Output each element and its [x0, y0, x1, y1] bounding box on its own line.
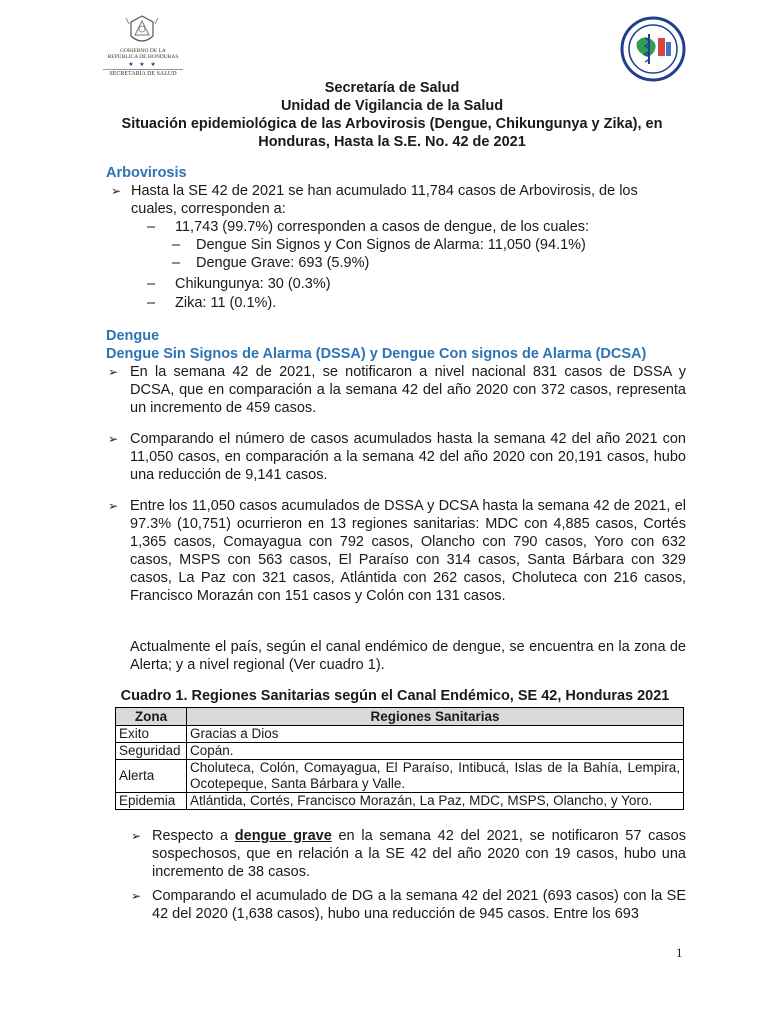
dash-marker: –: [147, 295, 156, 311]
regiones-cell: Choluteca, Colón, Comayagua, El Paraíso, Intibucá, Islas de la Bahía, Lempira, Ocotepeque, Santa Bárbara y Valle.: [187, 760, 684, 793]
bullet-arrow-icon: ➢: [108, 499, 119, 513]
bullet-arrow-icon: ➢: [111, 184, 122, 198]
dash-marker: –: [172, 255, 181, 271]
header-zona: Zona: [116, 708, 187, 726]
header-line-1: Secretaría de Salud: [324, 80, 460, 96]
regiones-cell: Gracias a Dios: [187, 726, 684, 743]
table-header-row: [116, 708, 684, 726]
document-header: [100, 79, 684, 151]
header-regiones: Regiones Sanitarias: [187, 708, 684, 726]
arbovirosis-summary: Hasta la SE 42 de 2021 se han acumulado 11,784 casos de Arbovirosis, de los cuales, corresponden a:: [131, 183, 638, 217]
arbovirosis-dengue-sub-1: Dengue Sin Signos y Con Signos de Alarma: 11,050 (94.1%): [196, 237, 586, 253]
section-title-dengue: Dengue: [106, 328, 160, 344]
bullet-arrow-icon: ➢: [108, 432, 119, 446]
table-row: [116, 760, 684, 793]
dengue-paragraph-1: En la semana 42 de 2021, se notificaron a nivel nacional 831 casos de DSSA y DCSA, que en comparación a la semana 42 del año 2020 con 372 casos, representa un incremento de 459 casos.: [130, 364, 686, 416]
dengue-paragraph-3: Entre los 11,050 casos acumulados de DSSA y DCSA hasta la semana 42 de 2021, el 97.3% (10,751) ocurrieron en 13 regiones sanitarias: MDC con 4,885 casos, Cortés 1,365 casos, Comayagua con 792 casos, Olancho con 790 casos, Yoro con 632 casos, MSPS con 563 casos, El Paraíso con 314 casos, Santa Bárbara con 329 casos, La Paz con 321 casos, Atlántida con 262 casos, Choluteca con 216 casos, Francisco Morazán con 151 casos y Colón con 131 casos.: [130, 498, 686, 604]
dengue-paragraph-4: Actualmente el país, según el canal endémico de dengue, se encuentra en la zona de Alerta; y a nivel regional (Ver cuadro 1).: [130, 639, 686, 673]
arbovirosis-chikungunya: Chikungunya: 30 (0.3%): [175, 276, 331, 292]
arbovirosis-dengue-total: 11,743 (99.7%) corresponden a casos de dengue, de los cuales:: [175, 219, 590, 235]
zona-cell: Epidemia: [116, 793, 187, 810]
dengue-grave-paragraph-1: Respecto a dengue grave en la semana 42 del 2021, se notificaron 57 casos sospechosos, que en relación a la SE 42 del año 2020 con 19 casos, hubo una incremento de 38 casos.: [152, 828, 686, 880]
arbovirosis-dengue-sub-2: Dengue Grave: 693 (5.9%): [196, 255, 370, 271]
bullet-arrow-icon: ➢: [108, 365, 119, 379]
health-seal-icon: [620, 16, 686, 82]
table-caption: Cuadro 1. Regiones Sanitarias según el Canal Endémico, SE 42, Honduras 2021: [120, 688, 670, 704]
dash-marker: –: [147, 276, 156, 292]
honduras-government-logo: [103, 14, 183, 76]
stars-icon: ★ ★ ★: [128, 62, 158, 68]
section-subtitle-dssa-dcsa: Dengue Sin Signos de Alarma (DSSA) y Dengue Con signos de Alarma (DCSA): [106, 346, 647, 362]
page-number: 1: [676, 945, 683, 960]
dash-marker: –: [172, 237, 181, 253]
zona-cell: Exito: [116, 726, 187, 743]
dengue-paragraph-2: Comparando el número de casos acumulados hasta la semana 42 del año 2021 con 11,050 casos, en comparación a la semana 42 del año 2020 con 20,191 casos, hubo una reducción de 9,141 casos.: [130, 431, 686, 483]
zona-cell: Alerta: [116, 760, 187, 793]
zona-cell: Seguridad: [116, 743, 187, 760]
arbovirosis-zika: Zika: 11 (0.1%).: [175, 295, 277, 311]
bullet-arrow-icon: ➢: [131, 829, 142, 843]
honduras-coat-of-arms-icon: [125, 14, 159, 48]
bullet-arrow-icon: ➢: [131, 889, 142, 903]
dengue-grave-paragraph-2: Comparando el acumulado de DG a la semana 42 del 2021 (693 casos) con la SE 42 del 2020 (1,638 casos), hubo una reducción de 945 casos. Entre los 693: [152, 888, 686, 922]
header-line-2: Unidad de Vigilancia de la Salud: [280, 98, 504, 114]
regiones-cell: Atlántida, Cortés, Francisco Morazán, La Paz, MDC, MSPS, Olancho, y Yoro.: [187, 793, 684, 810]
table-row: [116, 793, 684, 810]
dengue-grave-emphasis: dengue grave: [234, 828, 332, 844]
regiones-cell: Copán.: [187, 743, 684, 760]
government-label: GOBIERNO DE LA REPÚBLICA DE HONDURAS: [107, 48, 179, 60]
section-title-arbovirosis: Arbovirosis: [106, 165, 187, 181]
secretaria-label: SECRETARÍA DE SALUD: [103, 69, 183, 77]
header-line-4: Honduras, Hasta la S.E. No. 42 de 2021: [258, 134, 526, 150]
regiones-table: [115, 707, 684, 810]
table-row: [116, 726, 684, 743]
header-line-3: Situación epidemiológica de las Arbovirosis (Dengue, Chikungunya y Zika), en: [121, 116, 663, 132]
dash-marker: –: [147, 219, 156, 235]
table-row: [116, 743, 684, 760]
